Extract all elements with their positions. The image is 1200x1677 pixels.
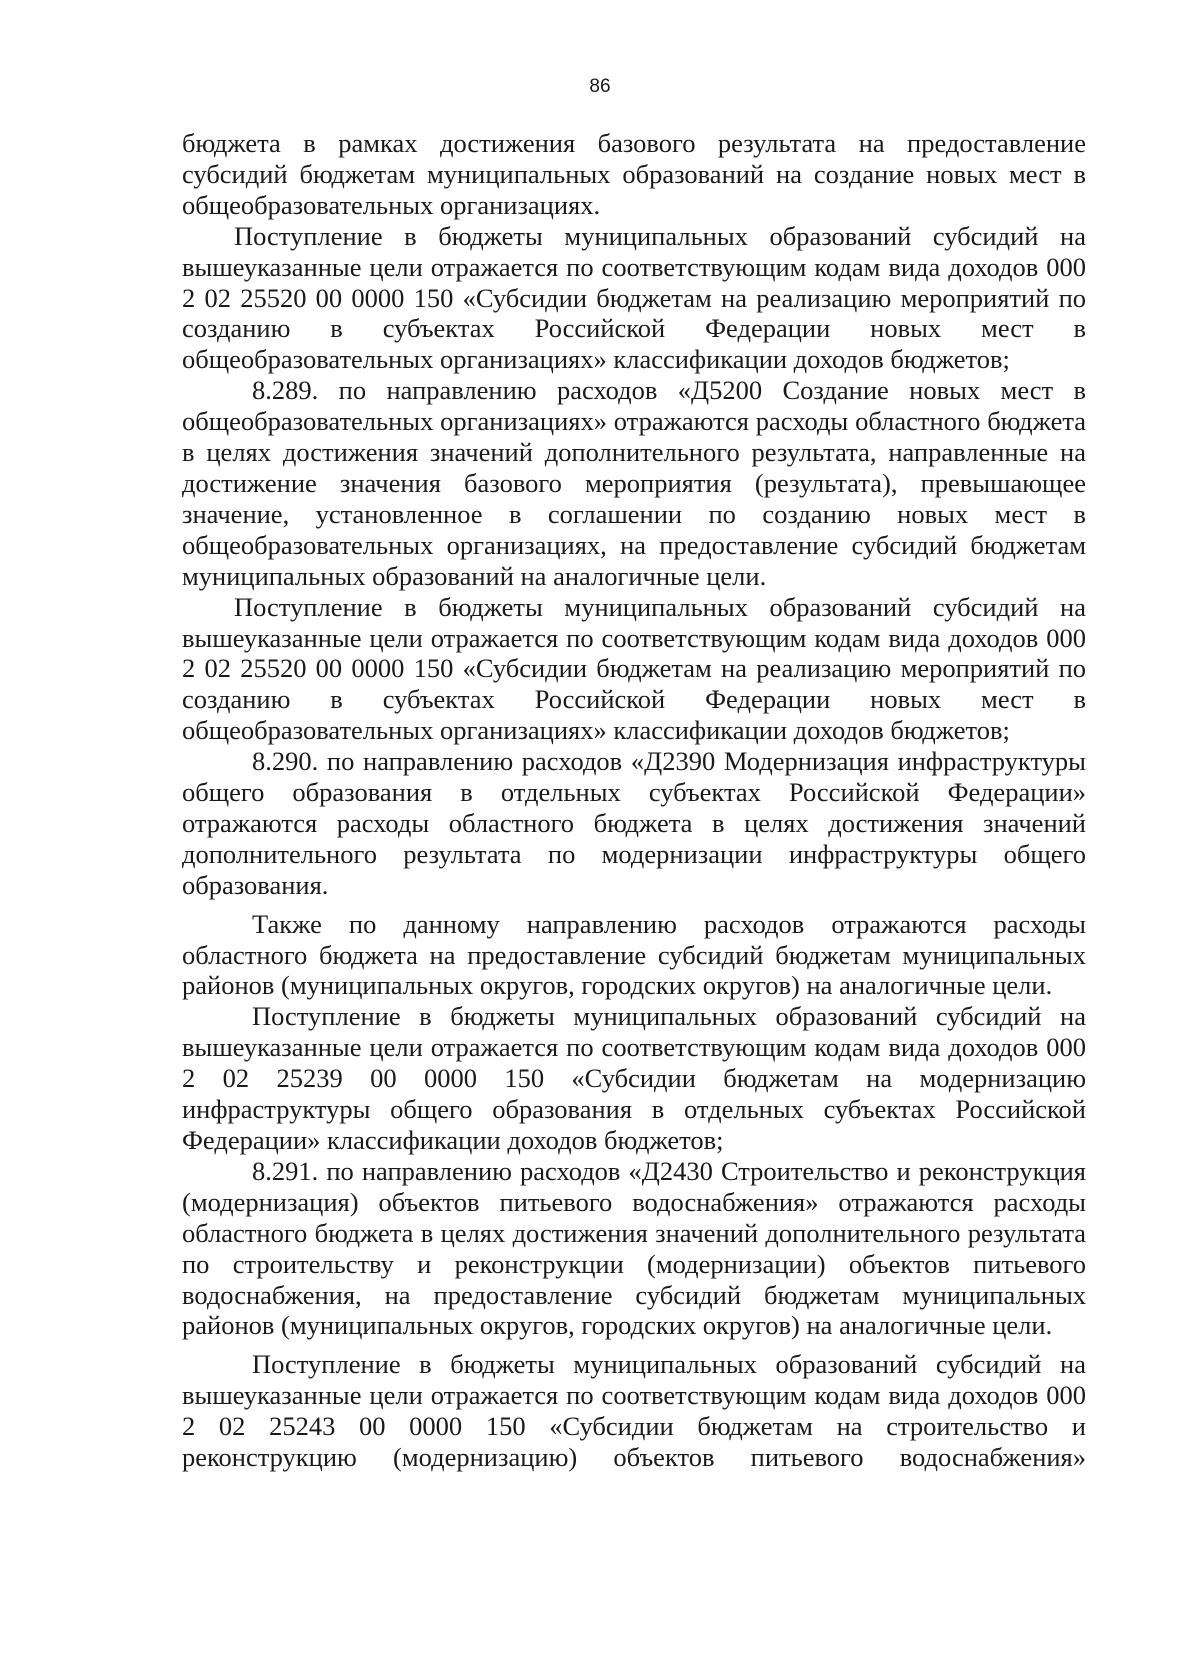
paragraph-item-8-289: 8.289. по направлению расходов «Д5200 Создание новых мест в общеобразовательных организациях» отражаются расходы областного бюджета в целях достижения значений дополнительного результата, направленные на достижение значения базового мероприятия (результата), превышающее значение, установленное в соглашении по созданию новых мест в общеобразовательных организациях, на предоставление субсидий бюджетам муниципальных образований на аналогичные цели.	[182, 375, 1086, 591]
paragraph-item-8-291: 8.291. по направлению расходов «Д2430 Строительство и реконструкция (модернизация) объектов питьевого водоснабжения» отражаются расходы областного бюджета в целях достижения значений дополнительного результата по строительству и реконструкции (модернизации) объектов питьевого водоснабжения, на предоставление субсидий бюджетам муниципальных районов (муниципальных округов, городских округов) на аналогичные цели.	[182, 1155, 1086, 1341]
paragraph-also-8-290: Также по данному направлению расходов отражаются расходы областного бюджета на предоставление субсидий бюджетам муниципальных районов (муниципальных округов, городских округов) на аналогичные цели.	[182, 908, 1086, 1001]
page-number: 86	[589, 76, 611, 97]
paragraph-income-25239: Поступление в бюджеты муниципальных образований субсидий на вышеуказанные цели отражается по соответствующим кодам вида доходов 000 2 02 25239 00 0000 150 «Субсидии бюджетам на модернизацию инфраструктуры общего образования в отдельных субъектах Российской Федерации» классификации доходов бюджетов;	[182, 1001, 1086, 1155]
paragraph-continuation: бюджета в рамках достижения базового результата на предоставление субсидий бюджетам муниципальных образований на создание новых мест в общеобразовательных организациях.	[182, 128, 1086, 220]
document-body	[182, 128, 1086, 1473]
paragraph-income-25243: Поступление в бюджеты муниципальных образований субсидий на вышеуказанные цели отражается по соответствующим кодам вида доходов 000 2 02 25243 00 0000 150 «Субсидии бюджетам на строительство и реконструкцию (модернизацию) объектов питьевого водоснабжения»	[182, 1349, 1086, 1473]
paragraph-income-25520-second: Поступление в бюджеты муниципальных образований субсидий на вышеуказанные цели отражается по соответствующим кодам вида доходов 000 2 02 25520 00 0000 150 «Субсидии бюджетам на реализацию мероприятий по созданию в субъектах Российской Федерации новых мест в общеобразовательных организациях» классификации доходов бюджетов;	[182, 591, 1086, 746]
paragraph-item-8-290: 8.290. по направлению расходов «Д2390 Модернизация инфраструктуры общего образования в отдельных субъектах Российской Федерации» отражаются расходы областного бюджета в целях достижения значений дополнительного результата по модернизации инфраструктуры общего образования.	[182, 746, 1086, 900]
paragraph-income-25520-first: Поступление в бюджеты муниципальных образований субсидий на вышеуказанные цели отражается по соответствующим кодам вида доходов 000 2 02 25520 00 0000 150 «Субсидии бюджетам на реализацию мероприятий по созданию в субъектах Российской Федерации новых мест в общеобразовательных организациях» классификации доходов бюджетов;	[182, 220, 1086, 375]
